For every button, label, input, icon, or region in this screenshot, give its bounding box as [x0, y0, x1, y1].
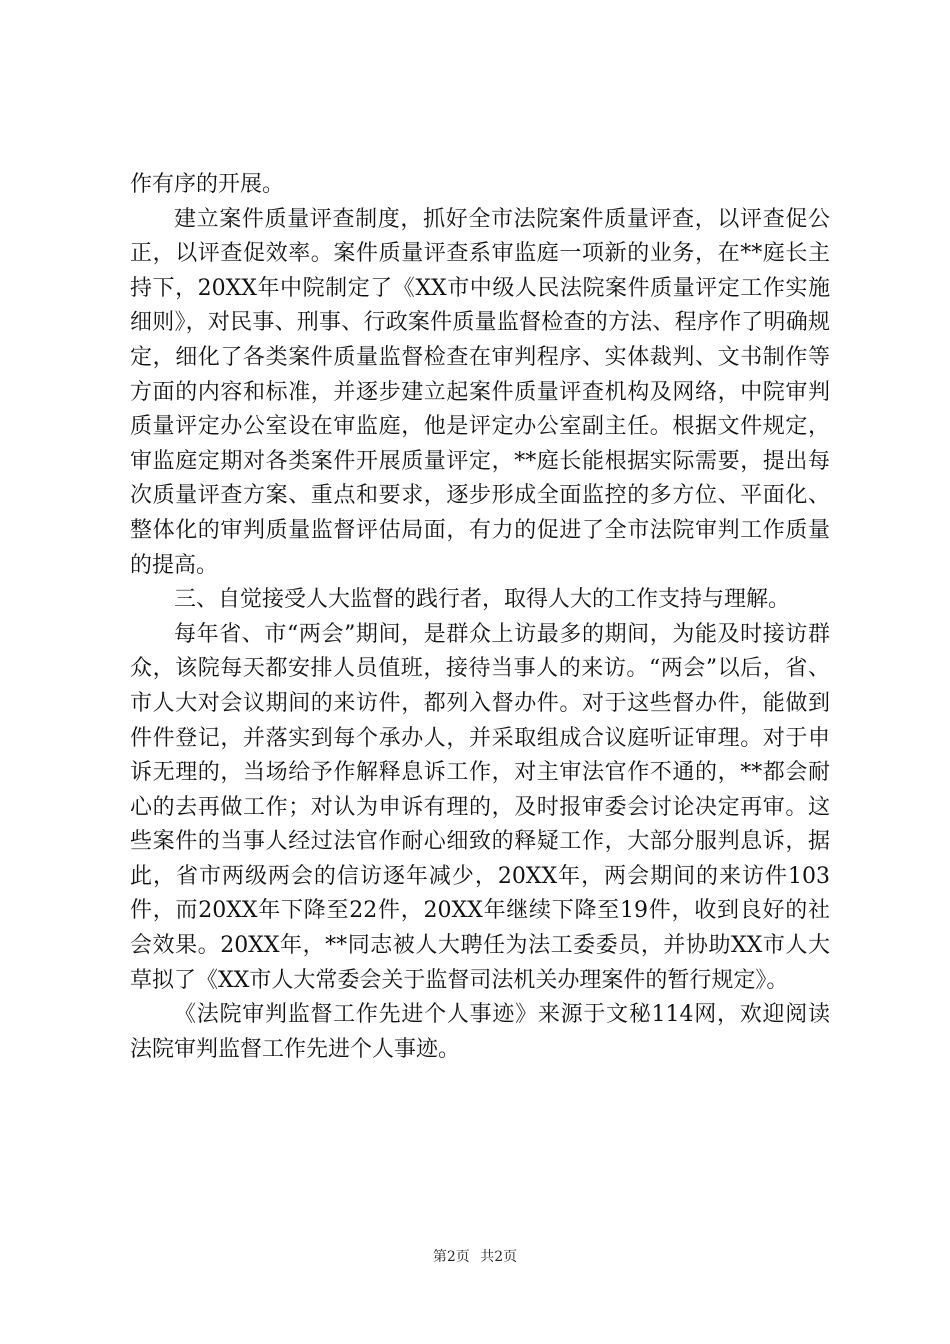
section-heading-npc-supervision: 三、自觉接受人大监督的践行者，取得人大的工作支持与理解。 — [174, 587, 791, 613]
paragraph-continuation: 作有序的开展。 — [130, 172, 285, 197]
paragraph-petition-handling: 每年省、市“两会”期间，是群众上访最多的期间，为能及时接访群众，该院每天都安排人员值班，接待当事人的来访。“两会”以后，省、市人大对会议期间的来访件，都列入督办件。对于这些督办件，能做到件件登记，并落实到每个承办人，并采取组成合议庭听证审理。对于申诉无理的，当场给予作解释息诉工作，对主审法官作不通的，**都会耐心的去再做工作；对认为申诉有理的，及时报审委会讨论决定再审。这些案件的当事人经过法官作耐心细致的释疑工作，大部分服判息诉，据此，省市两级两会的信访逐年减少，20XX年，两会期间的来访件103件，而20XX年下降至22件，20XX年继续下降至19件，收到良好的社会效果。20XX年，**同志被人大聘任为法工委委员，并协助XX市人大草拟了《XX市人大常委会关于监督司法机关办理案件的暂行规定》。 — [130, 621, 830, 993]
paragraph-case-quality-review: 建立案件质量评查制度，抓好全市法院案件质量评查，以评查促公正，以评查促效率。案件质量评查系审监庭一项新的业务，在**庭长主持下，20XX年中院制定了《XX市中级人民法院案件质量评定工作实施细则》，对民事、刑事、行政案件质量监督检查的方法、程序作了明确规定，细化了各类案件质量监督检查在审判程序、实体裁判、文书制作等方面的内容和标准，并逐步建立起案件质量评查机构及网络，中院审判质量评定办公室设在审监庭，他是评定办公室副主任。根据文件规定，审监庭定期对各类案件开展质量评定，**庭长能根据实际需要，提出每次质量评查方案、重点和要求，逐步形成全面监控的多方位、平面化、整体化的审判质量监督评估局面，有力的促进了全市法院审判工作质量的提高。 — [130, 206, 830, 578]
paragraph-source-note: 《法院审判监督工作先进个人事迹》来源于文秘114网，欢迎阅读法院审判监督工作先进个人事迹。 — [130, 1002, 830, 1062]
page-footer — [0, 1246, 950, 1266]
page-number-current: 第2页 — [432, 1249, 470, 1265]
page-number-total: 共2页 — [480, 1249, 518, 1265]
document-body — [130, 168, 830, 1067]
